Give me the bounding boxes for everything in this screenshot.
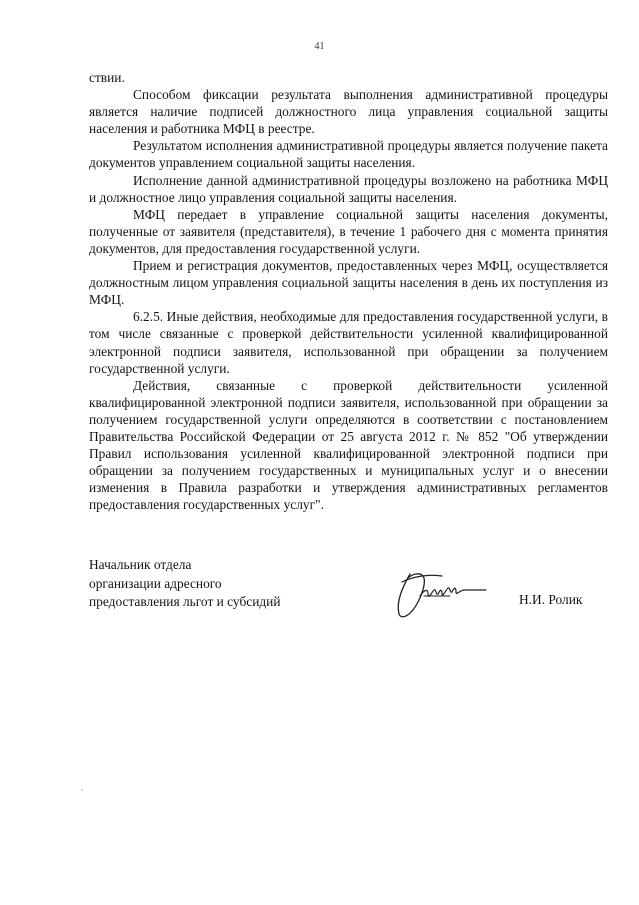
signatory-title-line: предоставления льгот и субсидий [89,594,281,609]
paragraph-procedure-result: Результатом исполнения административной процедуры является получение пакета документов управлением социальной защиты населения. [89,138,608,171]
signatory-title-line: организации адресного [89,575,222,591]
page-number: 41 [314,41,325,52]
handwritten-signature [390,566,488,622]
signatory-name: Н.И. Ролик [519,592,583,607]
document-body [89,69,608,513]
signatory-title-line: Начальник отдела [89,557,192,572]
paragraph-responsibility: Исполнение данной административной процедуры возложено на работника МФЦ и должностное лицо управления социальной защиты населения. [89,172,608,205]
signatory-title [89,556,389,612]
paragraph-registration: Прием и регистрация документов, предоставленных через МФЦ, осуществляется должностным лицом управления социальной защиты населения в день их поступления из МФЦ. [89,258,608,308]
paragraph-section-6-2-5: 6.2.5. Иные действия, необходимые для предоставления государственной услуги, в том числе связанные с проверкой действительности усиленной квалифицированной электронной подписи заявителя, использованной при обращении за получением государственной услуги. [89,309,608,376]
paragraph-fixation-method: Способом фиксации результата выполнения административной процедуры является наличие подписей должностного лица управления социальной защиты населения и работника МФЦ в реестре. [89,87,608,137]
paragraph-continuation: ствии. [89,70,125,85]
paragraph-document-transfer: МФЦ передает в управление социальной защиты населения документы, полученные от заявителя (представителя), в течение 1 рабочего дня с момента принятия документов, для предоставления государственной услуги. [89,206,608,256]
paragraph-signature-verification: Действия, связанные с проверкой действительности усиленной квалифицированной электронной подписи заявителя, использованной при обращении за получением государственной услуги определяются в соответствии с постановлением Правительства Российской Федерации от 25 августа 2012 г. № 852 "Об утверждении Правил использования усиленной квалифицированной электронной подписи при обращении за получением государственных и муниципальных услуг и о внесении изменения в Правила разработки и утверждения административных регламентов предоставления государственных услуг". [89,377,608,513]
scan-artifact [81,789,83,791]
